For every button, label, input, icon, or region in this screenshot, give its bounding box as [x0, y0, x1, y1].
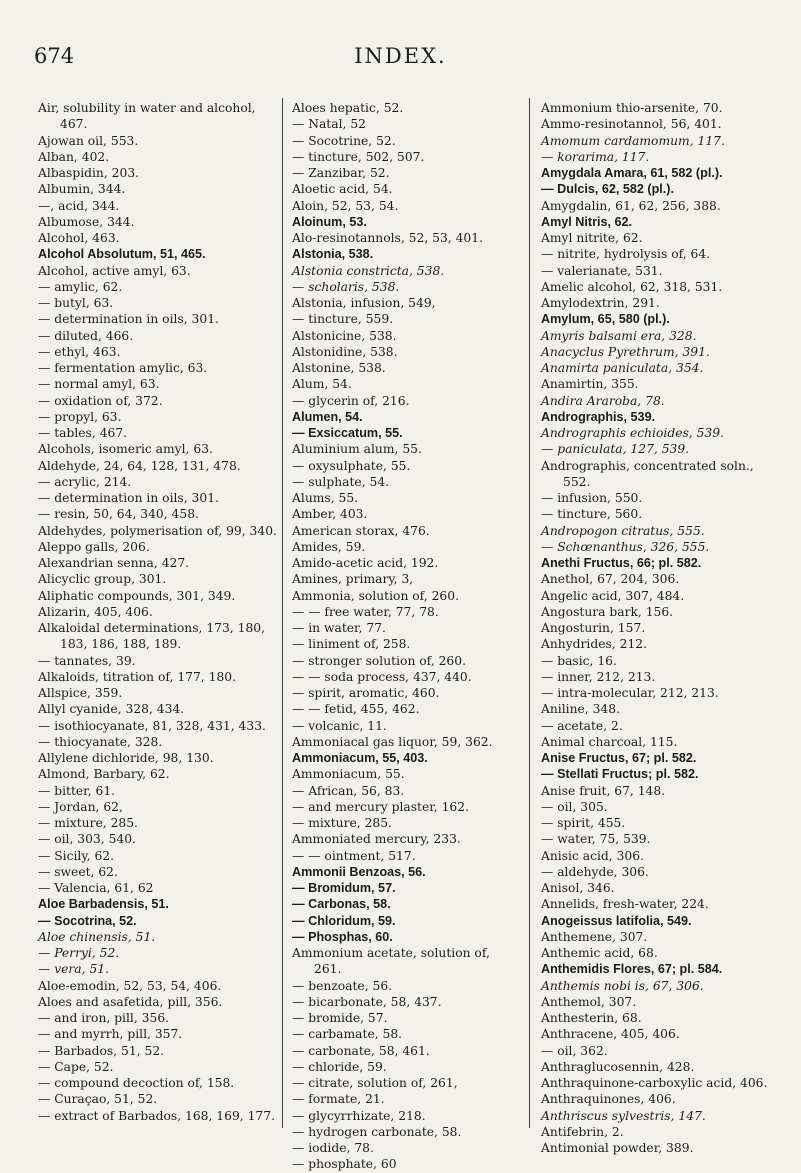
index-entry: Aniline, 348. — [541, 702, 620, 717]
index-entry: Angelic acid, 307, 484. — [541, 588, 685, 603]
index-entry: Aleppo galls, 206. — [38, 539, 150, 554]
index-entry: Ammonii Benzoas, 56. — [292, 864, 426, 879]
index-entry: — oil, 305. — [541, 799, 608, 814]
index-entry: — and mercury plaster, 162. — [292, 799, 469, 814]
index-entry: — bromide, 57. — [292, 1011, 388, 1025]
index-entry: Andropogon citratus, 555. — [541, 523, 705, 538]
index-entry: — Stellati Fructus; pl. 582. — [541, 767, 699, 782]
index-entry: — Natal, 52 — [292, 117, 366, 132]
index-entry: — scholaris, 538. — [292, 279, 400, 294]
index-column-2 — [292, 100, 520, 1173]
index-entry: Anthemic acid, 68. — [541, 946, 658, 960]
index-entry: Alstonia, infusion, 549, — [292, 296, 436, 310]
index-entry: Allylene dichloride, 98, 130. — [38, 751, 214, 765]
index-entry: — oil, 362. — [541, 1043, 608, 1058]
index-entry: — Carbonas, 58. — [292, 897, 391, 912]
index-entry: Alstonia, 538. — [292, 247, 374, 262]
index-entry: — — fetid, 455, 462. — [292, 702, 420, 717]
index-entry: Aliphatic compounds, 301, 349. — [38, 588, 236, 603]
index-entry: Anthemidis Flores, 67; pl. 584. — [541, 962, 723, 977]
index-entry: Amides, 59. — [292, 539, 366, 554]
index-entry: — butyl, 63. — [38, 296, 114, 310]
index-entry: Anamirtin, 355. — [541, 377, 639, 392]
index-entry: Anamirta paniculata, 354. — [541, 361, 704, 375]
index-entry: — Socotrine, 52. — [292, 133, 396, 148]
index-entry: Aluminium alum, 55. — [292, 442, 422, 457]
index-entry: Ammonium thio-arsenite, 70. — [541, 101, 723, 115]
index-entry: — oxysulphate, 55. — [292, 458, 411, 473]
column-divider — [282, 98, 283, 1128]
index-entry: — diluted, 466. — [38, 328, 134, 343]
index-entry: — African, 56, 83. — [292, 783, 405, 798]
index-entry: Albaspidin, 203. — [38, 166, 140, 180]
index-entry: Aldehydes, polymerisation of, 99, 340. — [38, 523, 277, 538]
page-number: 674 — [34, 44, 75, 68]
index-entry: Ammoniacum, 55, 403. — [292, 751, 428, 765]
index-entry: Anacyclus Pyrethrum, 391. — [541, 344, 710, 359]
index-entry: — infusion, 550. — [541, 491, 643, 505]
index-entry: Angostura bark, 156. — [541, 604, 674, 619]
index-entry: American storax, 476. — [292, 523, 430, 538]
index-entry: — glycerin of, 216. — [292, 393, 410, 408]
index-entry: — compound decoction of, 158. — [38, 1076, 235, 1090]
index-entry: — Perryi, 52. — [38, 946, 120, 960]
index-entry: Antimonial powder, 389. — [541, 1141, 694, 1155]
index-entry: Amyris balsami era, 328. — [541, 328, 697, 343]
index-entry: Alstonidine, 538. — [292, 344, 398, 359]
index-entry: — basic, 16. — [541, 653, 617, 668]
index-entry: Ammoniacum, 55. — [292, 767, 405, 782]
index-entry: Allyl cyanide, 328, 434. — [38, 702, 185, 717]
index-entry: Almond, Barbary, 62. — [38, 767, 170, 782]
index-entry: — Phosphas, 60. — [292, 929, 393, 944]
index-entry: Anogeissus latifolia, 549. — [541, 913, 692, 928]
index-entry: Andrographis, 539. — [541, 409, 656, 424]
index-entry: — amylic, 62. — [38, 279, 123, 294]
index-entry: — oil, 303, 540. — [38, 832, 136, 847]
index-entry: Alstonine, 538. — [292, 361, 386, 375]
index-entry: Amber, 403. — [292, 507, 368, 522]
index-entry: — tables, 467. — [38, 426, 128, 440]
index-entry: — benzoate, 56. — [292, 978, 393, 993]
index-entry: — Schœnanthus, 326, 555. — [541, 539, 710, 554]
index-entry: — and myrrh, pill, 357. — [38, 1027, 183, 1042]
index-entry: — glycyrrhizate, 218. — [292, 1108, 426, 1123]
index-entry: Ammo-resinotannol, 56, 401. — [541, 117, 722, 132]
index-entry: — bitter, 61. — [38, 783, 116, 798]
index-entry: Amyl nitrite, 62. — [541, 231, 643, 245]
index-entry: — Chloridum, 59. — [292, 913, 396, 928]
index-entry: Alcohol Absolutum, 51, 465. — [38, 247, 206, 262]
index-entry: Anethi Fructus, 66; pl. 582. — [541, 556, 702, 570]
index-entry: — water, 75, 539. — [541, 832, 651, 847]
index-entry: — Dulcis, 62, 582 (pl.). — [541, 182, 674, 197]
index-entry: — stronger solution of, 260. — [292, 653, 466, 668]
index-entry: — Valencia, 61, 62 — [38, 881, 154, 895]
index-entry: — Bromidum, 57. — [292, 881, 396, 895]
index-entry: Allspice, 359. — [38, 686, 123, 700]
index-entry: Antifebrin, 2. — [541, 1124, 624, 1139]
index-entry: Andrographis, concentrated soln., 552. — [541, 458, 754, 489]
index-entry: Alizarin, 405, 406. — [38, 604, 153, 619]
index-entry: — volcanic, 11. — [292, 718, 387, 733]
index-entry: — tincture, 502, 507. — [292, 149, 425, 164]
index-entry: Amylodextrin, 291. — [541, 296, 660, 310]
index-entry: — liniment of, 258. — [292, 637, 411, 652]
index-entry: — iodide, 78. — [292, 1141, 374, 1155]
index-entry: — sweet, 62. — [38, 864, 118, 879]
index-entry: — Zanzibar, 52. — [292, 166, 390, 180]
index-entry: —, acid, 344. — [38, 198, 120, 213]
index-entry: Anthemol, 307. — [541, 994, 637, 1009]
index-entry: — phosphate, 60 — [292, 1157, 397, 1172]
index-entry: — thiocyanate, 328. — [38, 734, 163, 749]
index-entry: Anisic acid, 306. — [541, 848, 644, 863]
index-entry: — tannates, 39. — [38, 653, 136, 668]
index-entry: — intra-molecular, 212, 213. — [541, 686, 719, 700]
index-entry: — in water, 77. — [292, 621, 386, 635]
index-entry: Air, solubility in water and alcohol, 467. — [38, 101, 256, 132]
index-entry: Anthriscus sylvestris, 147. — [541, 1108, 706, 1123]
index-entry: Alcohol, 463. — [38, 231, 120, 245]
index-entry: — and iron, pill, 356. — [38, 1011, 170, 1025]
index-entry: — Curaçao, 51, 52. — [38, 1092, 158, 1107]
index-entry: — determination in oils, 301. — [38, 491, 219, 505]
index-entry: Alcohol, active amyl, 63. — [38, 263, 191, 278]
index-entry: Amelic alcohol, 62, 318, 531. — [541, 279, 723, 294]
index-entry: Alum, 54. — [292, 377, 352, 392]
index-entry: Alkaloids, titration of, 177, 180. — [38, 669, 236, 684]
index-entry: Alstonia constricta, 538. — [292, 263, 445, 278]
index-entry: — mixture, 285. — [38, 816, 138, 830]
index-entry: — mixture, 285. — [292, 816, 392, 830]
index-entry: — nitrite, hydrolysis of, 64. — [541, 247, 711, 262]
index-entry: — chloride, 59. — [292, 1059, 387, 1074]
index-entry: — hydrogen carbonate, 58. — [292, 1124, 462, 1139]
index-entry: Ammonia, solution of, 260. — [292, 588, 459, 603]
index-entry: Ammoniacal gas liquor, 59, 362. — [292, 734, 493, 749]
index-entry: — bicarbonate, 58, 437. — [292, 994, 442, 1009]
page-header — [0, 44, 801, 74]
index-entry: — carbonate, 58, 461. — [292, 1043, 430, 1058]
index-entry: — valerianate, 531. — [541, 263, 663, 278]
index-entry: — citrate, solution of, 261, — [292, 1076, 458, 1090]
index-entry: — sulphate, 54. — [292, 474, 390, 489]
index-entry: — oxidation of, 372. — [38, 393, 163, 408]
index-column-1 — [38, 100, 278, 1124]
index-entry: — fermentation amylic, 63. — [38, 361, 208, 375]
index-entry: Albumin, 344. — [38, 182, 126, 197]
index-entry: — tincture, 559. — [292, 312, 394, 327]
index-entry: — spirit, aromatic, 460. — [292, 686, 440, 700]
index-entry: Angosturin, 157. — [541, 621, 646, 635]
index-entry: — korarima, 117. — [541, 149, 650, 164]
index-entry: — carbamate, 58. — [292, 1027, 403, 1042]
index-entry: Alban, 402. — [38, 149, 110, 164]
index-entry: Andrographis echioides, 539. — [541, 426, 724, 440]
index-entry: — isothiocyanate, 81, 328, 431, 433. — [38, 718, 266, 733]
index-entry: — paniculata, 127, 539. — [541, 442, 690, 457]
index-entry: Anisol, 346. — [541, 881, 615, 895]
index-entry: Animal charcoal, 115. — [541, 734, 678, 749]
index-entry: Amomum cardamomum, 117. — [541, 133, 725, 148]
index-entry: Annelids, fresh-water, 224. — [541, 897, 709, 912]
index-entry: Anise Fructus, 67; pl. 582. — [541, 751, 697, 765]
index-entry: — — soda process, 437, 440. — [292, 669, 472, 684]
index-entry: Alumen, 54. — [292, 409, 363, 424]
index-entry: — — ointment, 517. — [292, 848, 416, 863]
index-entry: Anthesterin, 68. — [541, 1011, 642, 1025]
index-entry: Aloetic acid, 54. — [292, 182, 393, 197]
index-entry: Ammoniated mercury, 233. — [292, 832, 461, 847]
index-entry: Aloin, 52, 53, 54. — [292, 198, 399, 213]
index-entry: Anthemene, 307. — [541, 929, 648, 944]
index-entry: Aloe-emodin, 52, 53, 54, 406. — [38, 978, 222, 993]
index-entry: Amylum, 65, 580 (pl.). — [541, 312, 670, 327]
index-entry: — Barbados, 51, 52. — [38, 1043, 165, 1058]
index-entry: Amyl Nitris, 62. — [541, 214, 632, 229]
index-entry: Alicyclic group, 301. — [38, 572, 167, 587]
index-entry: Aloes hepatic, 52. — [292, 101, 404, 115]
index-entry: Alcohols, isomeric amyl, 63. — [38, 442, 213, 457]
index-entry: Aloe Barbadensis, 51. — [38, 897, 169, 912]
index-entry: Alums, 55. — [292, 491, 359, 505]
index-entry: — inner, 212, 213. — [541, 669, 656, 684]
index-entry: — acrylic, 214. — [38, 474, 132, 489]
index-entry: Aloinum, 53. — [292, 214, 367, 229]
index-entry: Aloe chinensis, 51. — [38, 929, 156, 944]
index-entry: Alstonicine, 538. — [292, 328, 397, 343]
index-entry: Alexandrian senna, 427. — [38, 556, 190, 570]
index-entry: Anethol, 67, 204, 306. — [541, 572, 680, 587]
index-entry: — spirit, 455. — [541, 816, 626, 830]
index-entry: Ammonium acetate, solution of, 261. — [292, 946, 490, 977]
index-entry: Anthraglucosennin, 428. — [541, 1059, 695, 1074]
index-entry: Aldehyde, 24, 64, 128, 131, 478. — [38, 458, 241, 473]
index-entry: — vera, 51. — [38, 962, 110, 977]
index-entry: — Exsiccatum, 55. — [292, 426, 403, 440]
index-entry: Anise fruit, 67, 148. — [541, 783, 666, 798]
index-entry: — Jordan, 62, — [38, 799, 123, 814]
index-entry: Amygdalin, 61, 62, 256, 388. — [541, 198, 721, 213]
index-entry: — extract of Barbados, 168, 169, 177. — [38, 1108, 275, 1123]
index-entry: — normal amyl, 63. — [38, 377, 160, 392]
index-entry: Anthraquinone-carboxylic acid, 406. — [541, 1076, 768, 1090]
index-entry: — aldehyde, 306. — [541, 864, 649, 879]
index-entry: Aloes and asafetida, pill, 356. — [38, 994, 223, 1009]
index-entry: — determination in oils, 301. — [38, 312, 219, 327]
index-entry: — Cape, 52. — [38, 1059, 114, 1074]
index-entry: Alkaloidal determinations, 173, 180, 183, 186, 188, 189. — [38, 621, 265, 652]
index-column-3 — [541, 100, 781, 1156]
index-entry: Amygdala Amara, 61, 582 (pl.). — [541, 166, 723, 180]
index-entry: Anhydrides, 212. — [541, 637, 648, 652]
index-entry: — propyl, 63. — [38, 409, 122, 424]
index-entry: — acetate, 2. — [541, 718, 623, 733]
index-entry: Amines, primary, 3, — [292, 572, 414, 587]
index-entry: Anthemis nobi is, 67, 306. — [541, 978, 704, 993]
index-entry: Alo-resinotannols, 52, 53, 401. — [292, 231, 483, 245]
index-entry: Anthracene, 405, 406. — [541, 1027, 680, 1042]
index-entry: Ajowan oil, 553. — [38, 133, 139, 148]
index-entry: Andira Araroba, 78. — [541, 393, 665, 408]
index-entry: — — free water, 77, 78. — [292, 604, 439, 619]
index-entry: — Socotrina, 52. — [38, 913, 137, 928]
index-entry: — ethyl, 463. — [38, 344, 121, 359]
column-divider — [529, 98, 530, 1128]
index-entry: — formate, 21. — [292, 1092, 385, 1107]
index-entry: — tincture, 560. — [541, 507, 643, 522]
index-entry: Amido-acetic acid, 192. — [292, 556, 439, 570]
page-title: INDEX. — [354, 44, 447, 68]
index-entry: Albumose, 344. — [38, 214, 135, 229]
index-entry: — resin, 50, 64, 340, 458. — [38, 507, 199, 522]
index-entry: — Sicily, 62. — [38, 848, 115, 863]
index-entry: Anthraquinones, 406. — [541, 1092, 676, 1107]
